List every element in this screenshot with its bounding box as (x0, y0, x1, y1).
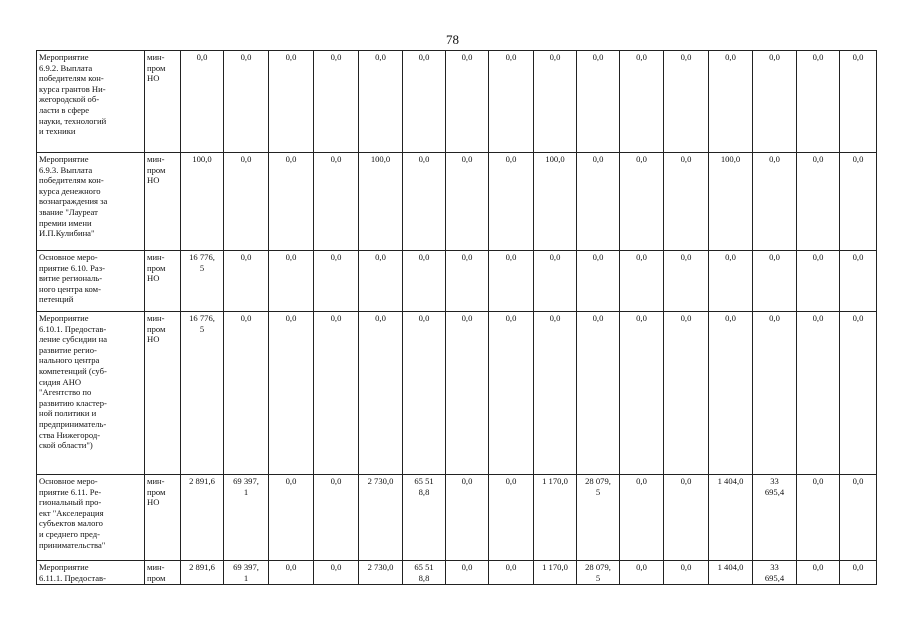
activity-name-cell (37, 153, 145, 251)
cell-line: победителям кон- (39, 73, 104, 84)
cell-line: 0,0 (330, 562, 342, 572)
cell-line: 695,4 (764, 572, 785, 583)
cell-line: 0,0 (418, 313, 430, 323)
cell-line: 0,0 (680, 313, 692, 323)
value-cell (797, 251, 840, 312)
cell-line: пром (147, 62, 166, 73)
cell-line: 69 397, (233, 562, 259, 572)
value-cell (664, 251, 709, 312)
cell-line: 0,0 (330, 476, 342, 486)
cell-line: мин- (147, 562, 165, 572)
value-cell (577, 561, 620, 585)
value-cell (534, 475, 577, 561)
activity-name-cell (37, 475, 145, 561)
cell-line: вознаграждения за (39, 196, 108, 207)
cell-line: 0,0 (330, 252, 342, 262)
responsible-cell (145, 312, 181, 475)
cell-line: 16 776, (189, 313, 215, 323)
value-cell (577, 312, 620, 475)
table-row (37, 561, 877, 585)
cell-line: 65 51 (414, 476, 434, 486)
cell-line: 0,0 (505, 252, 517, 262)
cell-line: 100,0 (545, 154, 565, 164)
cell-line: 0,0 (549, 252, 561, 262)
table-row (37, 51, 877, 153)
cell-line: пром (147, 262, 166, 273)
cell-line: ление субсидии на (39, 334, 108, 345)
value-cell (403, 51, 446, 153)
cell-line: мин- (147, 252, 165, 262)
cell-line: субъектов малого (39, 518, 103, 529)
value-cell (269, 312, 314, 475)
cell-line: Основное меро- (39, 476, 98, 486)
cell-line: 0,0 (240, 52, 252, 62)
cell-line: 0,0 (680, 562, 692, 572)
activity-name-cell (37, 312, 145, 475)
cell-line: 0,0 (769, 252, 780, 262)
value-cell (446, 153, 489, 251)
value-cell (181, 312, 224, 475)
cell-line: 0,0 (812, 562, 824, 572)
value-cell (269, 51, 314, 153)
value-cell (359, 475, 403, 561)
cell-line: 1 404,0 (717, 562, 744, 572)
table-row (37, 251, 877, 312)
value-cell (359, 251, 403, 312)
cell-line: петенций (39, 294, 74, 305)
value-cell (534, 51, 577, 153)
value-cell (446, 51, 489, 153)
cell-line: 0,0 (812, 154, 824, 164)
cell-line: 0,0 (680, 252, 692, 262)
page-number: 78 (446, 32, 459, 47)
cell-line: 5 (595, 486, 601, 497)
value-cell (709, 561, 753, 585)
value-cell (840, 153, 877, 251)
cell-line: 1 (243, 572, 249, 583)
cell-line: премии имени (39, 217, 92, 228)
value-cell (224, 51, 269, 153)
cell-line: жегородской об- (39, 94, 100, 105)
cell-line: 0,0 (418, 154, 430, 164)
value-cell (314, 475, 359, 561)
cell-line: 0,0 (549, 313, 561, 323)
cell-line: 2 891,6 (189, 562, 215, 572)
responsible-cell (145, 561, 181, 585)
value-cell (709, 312, 753, 475)
cell-line: 0,0 (680, 476, 692, 486)
cell-line: 0,0 (680, 154, 692, 164)
cell-line: НО (147, 273, 160, 284)
value-cell (577, 153, 620, 251)
value-cell (577, 51, 620, 153)
cell-line: 0,0 (636, 252, 647, 262)
cell-line: 0,0 (461, 52, 473, 62)
value-cell (753, 153, 797, 251)
value-cell (840, 251, 877, 312)
cell-line: 0,0 (418, 52, 430, 62)
cell-line: 0,0 (505, 154, 517, 164)
value-cell (664, 312, 709, 475)
cell-line: Мероприятие (39, 52, 89, 62)
value-cell (314, 153, 359, 251)
value-cell (359, 153, 403, 251)
value-cell (269, 251, 314, 312)
value-cell (224, 561, 269, 585)
cell-line: 0,0 (725, 313, 736, 323)
value-cell (840, 561, 877, 585)
cell-line: 0,0 (505, 476, 517, 486)
cell-line: 16 776, (189, 252, 215, 262)
value-cell (620, 51, 664, 153)
value-cell (314, 251, 359, 312)
value-cell (797, 561, 840, 585)
cell-line: 0,0 (636, 313, 647, 323)
cell-line: ства Нижегород- (39, 429, 101, 440)
cell-line: 0,0 (330, 52, 342, 62)
cell-line: 0,0 (852, 154, 864, 164)
value-cell (664, 51, 709, 153)
value-cell (269, 475, 314, 561)
cell-line: НО (147, 497, 160, 508)
cell-line: нального центра (39, 355, 100, 366)
cell-line: науки, технологий (39, 115, 107, 126)
cell-line: 0,0 (852, 52, 864, 62)
value-cell (534, 561, 577, 585)
cell-line: 6.10.1. Предостав- (39, 323, 107, 334)
cell-line: 0,0 (505, 562, 517, 572)
cell-line: 0,0 (769, 154, 780, 164)
cell-line: 0,0 (240, 313, 252, 323)
cell-line: Мероприятие (39, 154, 89, 164)
cell-line: ект "Акселерация (39, 507, 104, 518)
value-cell (403, 153, 446, 251)
cell-line: 0,0 (505, 52, 517, 62)
cell-line: 2 891,6 (189, 476, 215, 486)
cell-line: 0,0 (769, 313, 780, 323)
value-cell (797, 475, 840, 561)
cell-line: 0,0 (549, 52, 561, 62)
cell-line: принимательства" (39, 539, 106, 550)
value-cell (403, 561, 446, 585)
cell-line: 0,0 (680, 52, 692, 62)
value-cell (489, 51, 534, 153)
cell-line: 0,0 (375, 52, 386, 62)
value-cell (489, 153, 534, 251)
cell-line: предприниматель- (39, 418, 107, 429)
cell-line: пром (147, 164, 166, 175)
value-cell (664, 153, 709, 251)
cell-line: 8,8 (418, 572, 430, 583)
value-cell (709, 251, 753, 312)
value-cell (534, 153, 577, 251)
cell-line: 0,0 (461, 476, 473, 486)
cell-line: курса денежного (39, 185, 101, 196)
cell-line: 6.11.1. Предостав- (39, 572, 106, 583)
value-cell (840, 312, 877, 475)
cell-line: НО (147, 334, 160, 345)
value-cell (534, 251, 577, 312)
cell-line: Основное меро- (39, 252, 98, 262)
cell-line: 0,0 (375, 252, 386, 262)
cell-line: 100,0 (720, 154, 741, 164)
cell-line: И.П.Кулибина" (39, 228, 95, 239)
value-cell (181, 153, 224, 251)
cell-line: 0,0 (592, 154, 604, 164)
value-cell (797, 51, 840, 153)
value-cell (709, 475, 753, 561)
cell-line: 6.9.2. Выплата (39, 62, 93, 73)
cell-line: 0,0 (461, 313, 473, 323)
cell-line: 0,0 (418, 252, 430, 262)
value-cell (753, 51, 797, 153)
cell-line: развитию кластер- (39, 397, 107, 408)
cell-line: 0,0 (330, 313, 342, 323)
cell-line: гиональный про- (39, 497, 102, 508)
cell-line: 0,0 (852, 313, 864, 323)
cell-line: 0,0 (375, 313, 386, 323)
cell-line: 0,0 (461, 252, 473, 262)
cell-line: 1 170,0 (542, 476, 568, 486)
value-cell (709, 51, 753, 153)
value-cell (797, 153, 840, 251)
cell-line: 0,0 (812, 313, 824, 323)
value-cell (181, 561, 224, 585)
responsible-cell (145, 251, 181, 312)
activity-name-cell (37, 251, 145, 312)
value-cell (359, 312, 403, 475)
value-cell (620, 312, 664, 475)
value-cell (489, 561, 534, 585)
value-cell (359, 561, 403, 585)
cell-line: развитие регио- (39, 344, 97, 355)
cell-line: 5 (199, 323, 205, 334)
activity-name-cell (37, 561, 145, 585)
responsible-cell (145, 153, 181, 251)
cell-line: 0,0 (725, 252, 736, 262)
table-row (37, 312, 877, 475)
cell-line: 0,0 (592, 252, 604, 262)
cell-line: витие региональ- (39, 273, 103, 284)
cell-line: 0,0 (285, 313, 297, 323)
value-cell (797, 312, 840, 475)
cell-line: 0,0 (852, 476, 864, 486)
cell-line: 0,0 (636, 154, 647, 164)
table-body (37, 51, 877, 585)
cell-line: 100,0 (192, 154, 212, 164)
cell-line: 0,0 (852, 562, 864, 572)
value-cell (446, 475, 489, 561)
cell-line: приятие 6.11. Ре- (39, 486, 102, 497)
cell-line: и техники (39, 126, 76, 137)
cell-line: 0,0 (285, 154, 297, 164)
value-cell (840, 475, 877, 561)
cell-line: 33 (770, 476, 779, 486)
value-cell (224, 153, 269, 251)
value-cell (753, 475, 797, 561)
value-cell (620, 475, 664, 561)
cell-line: 0,0 (592, 313, 604, 323)
value-cell (446, 561, 489, 585)
value-cell (269, 153, 314, 251)
cell-line: сидия АНО (39, 376, 82, 387)
value-cell (840, 51, 877, 153)
cell-line: 0,0 (812, 476, 824, 486)
value-cell (314, 561, 359, 585)
cell-line: 65 51 (414, 562, 434, 572)
cell-line: 0,0 (240, 252, 252, 262)
value-cell (269, 561, 314, 585)
cell-line: звание "Лауреат (39, 206, 98, 217)
cell-line: 0,0 (330, 154, 342, 164)
cell-line: 0,0 (285, 52, 297, 62)
value-cell (620, 153, 664, 251)
cell-line: 0,0 (505, 313, 517, 323)
cell-line: пром (147, 486, 166, 497)
value-cell (664, 475, 709, 561)
cell-line: 0,0 (636, 52, 647, 62)
table-row (37, 153, 877, 251)
responsible-cell (145, 51, 181, 153)
cell-line: "Агентство по (39, 387, 92, 398)
value-cell (577, 475, 620, 561)
cell-line: 0,0 (196, 52, 208, 62)
cell-line: мин- (147, 476, 165, 486)
cell-line: 1 (243, 486, 249, 497)
responsible-cell (145, 475, 181, 561)
value-cell (446, 312, 489, 475)
cell-line: 0,0 (725, 52, 736, 62)
cell-line: 28 079, (585, 562, 611, 572)
cell-line: 100,0 (370, 154, 391, 164)
cell-line: 0,0 (769, 52, 780, 62)
table-row (37, 475, 877, 561)
cell-line: 8,8 (418, 486, 430, 497)
cell-line: ласти в сфере (39, 104, 90, 115)
value-cell (489, 251, 534, 312)
cell-line: 33 (770, 562, 779, 572)
value-cell (664, 561, 709, 585)
cell-line: 0,0 (461, 154, 473, 164)
cell-line: Мероприятие (39, 313, 89, 323)
cell-line: 5 (199, 262, 205, 273)
value-cell (359, 51, 403, 153)
value-cell (753, 312, 797, 475)
value-cell (314, 312, 359, 475)
cell-line: мин- (147, 52, 165, 62)
value-cell (577, 251, 620, 312)
value-cell (489, 475, 534, 561)
cell-line: ской области") (39, 440, 93, 451)
cell-line: компетенций (суб- (39, 365, 107, 376)
cell-line: 0,0 (812, 52, 824, 62)
cell-line: победителям кон- (39, 175, 104, 186)
cell-line: НО (147, 73, 160, 84)
cell-line: ного центра ком- (39, 283, 101, 294)
value-cell (181, 475, 224, 561)
cell-line: мин- (147, 154, 165, 164)
value-cell (753, 561, 797, 585)
cell-line: приятие 6.10. Раз- (39, 262, 105, 273)
cell-line: 6.9.3. Выплата (39, 164, 93, 175)
cell-line: 0,0 (812, 252, 824, 262)
cell-line: пром (147, 323, 166, 334)
cell-line: 1 404,0 (717, 476, 744, 486)
value-cell (181, 251, 224, 312)
cell-line: мин- (147, 313, 165, 323)
cell-line: 1 170,0 (542, 562, 568, 572)
budget-table (36, 50, 877, 585)
cell-line: пром (147, 572, 166, 583)
cell-line: 0,0 (240, 154, 252, 164)
cell-line: 0,0 (285, 252, 297, 262)
value-cell (620, 251, 664, 312)
cell-line: 0,0 (285, 562, 297, 572)
value-cell (224, 475, 269, 561)
cell-line: 0,0 (285, 476, 297, 486)
value-cell (181, 51, 224, 153)
cell-line: курса грантов Ни- (39, 83, 106, 94)
value-cell (403, 475, 446, 561)
cell-line: 0,0 (592, 52, 604, 62)
cell-line: 2 730,0 (367, 562, 394, 572)
value-cell (709, 153, 753, 251)
activity-name-cell (37, 51, 145, 153)
value-cell (314, 51, 359, 153)
cell-line: 28 079, (585, 476, 611, 486)
value-cell (534, 312, 577, 475)
cell-line: Мероприятие (39, 562, 89, 572)
cell-line: ной политики и (39, 408, 97, 419)
cell-line: 0,0 (636, 476, 647, 486)
value-cell (224, 312, 269, 475)
value-cell (403, 312, 446, 475)
value-cell (224, 251, 269, 312)
value-cell (403, 251, 446, 312)
cell-line: и среднего пред- (39, 528, 100, 539)
cell-line: 5 (595, 572, 601, 583)
cell-line: 2 730,0 (367, 476, 394, 486)
cell-line: 0,0 (461, 562, 473, 572)
cell-line: НО (147, 175, 160, 186)
value-cell (620, 561, 664, 585)
cell-line: 695,4 (764, 486, 785, 497)
value-cell (489, 312, 534, 475)
value-cell (753, 251, 797, 312)
cell-line: 69 397, (233, 476, 259, 486)
value-cell (446, 251, 489, 312)
cell-line: 0,0 (852, 252, 864, 262)
cell-line: 0,0 (636, 562, 647, 572)
